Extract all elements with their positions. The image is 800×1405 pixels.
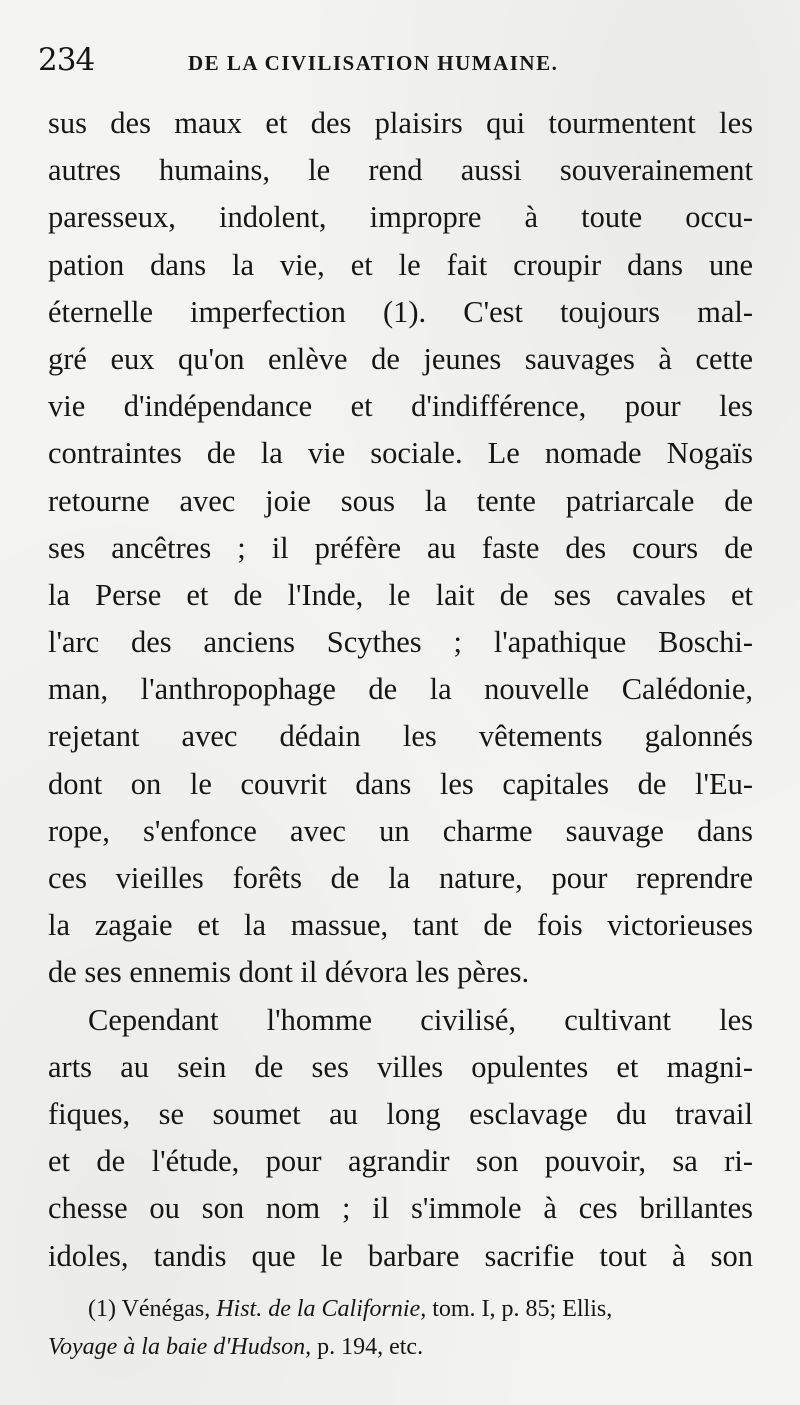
footnote xyxy=(48,1290,766,1366)
paragraph-1 xyxy=(48,100,753,997)
text-line: chesse ou son nom ; il s'immole à ces brillantes xyxy=(48,1191,753,1226)
text-line: paresseux, indolent, impropre à toute occu- xyxy=(48,200,753,235)
text-line: retourne avec joie sous la tente patriarcale de xyxy=(48,483,753,518)
text-line: Cependant l'homme civilisé, cultivant les xyxy=(88,1002,753,1037)
text-line: et de l'étude, pour agrandir son pouvoir, sa ri- xyxy=(48,1144,753,1179)
footnote-title: Voyage à la baie d'Hudson, xyxy=(48,1334,312,1360)
text-line: rejetant avec dédain les vêtements galonnés xyxy=(48,719,753,754)
footnote-line xyxy=(48,1290,766,1328)
text-line: fiques, se soumet au long esclavage du travail xyxy=(48,1096,753,1131)
text-line: idoles, tandis que le barbare sacrifie tout à son xyxy=(48,1238,753,1273)
text-line: gré eux qu'on enlève de jeunes sauvages à cette xyxy=(48,341,753,376)
text-line: ses ancêtres ; il préfère au faste des cours de xyxy=(48,530,753,565)
page-header xyxy=(38,42,758,82)
text-line: rope, s'enfonce avec un charme sauvage dans xyxy=(48,813,753,848)
text-line: man, l'anthropophage de la nouvelle Calédonie, xyxy=(48,672,753,707)
running-title: DE LA CIVILISATION HUMAINE. xyxy=(188,51,559,75)
text-line: pation dans la vie, et le fait croupir dans une xyxy=(48,247,753,282)
text-line: vie d'indépendance et d'indifférence, pour les xyxy=(48,389,753,424)
footnote-marker: (1) xyxy=(88,1296,116,1322)
page-number: 234 xyxy=(38,42,95,78)
text-line: de ses ennemis dont il dévora les pères. xyxy=(48,955,530,990)
text-line: éternelle imperfection (1). C'est toujours mal- xyxy=(48,294,753,329)
text-line: autres humains, le rend aussi souverainement xyxy=(48,153,753,188)
paragraph-2 xyxy=(48,997,753,1280)
footnote-reference: p. 194, etc. xyxy=(317,1334,424,1360)
body-text xyxy=(48,100,753,1280)
footnote-title: Hist. de la Californie, xyxy=(216,1296,427,1322)
text-line: sus des maux et des plaisirs qui tourmentent les xyxy=(48,106,753,140)
text-line: dont on le couvrit dans les capitales de l'Eu- xyxy=(48,766,753,801)
text-line: la zagaie et la massue, tant de fois victorieuses xyxy=(48,908,753,943)
footnote-line xyxy=(48,1328,766,1366)
text-line: arts au sein de ses villes opulentes et magni- xyxy=(48,1049,753,1084)
footnote-reference: tom. I, p. 85; Ellis, xyxy=(432,1296,613,1322)
text-line: la Perse et de l'Inde, le lait de ses cavales et xyxy=(48,577,753,612)
text-line: contraintes de la vie sociale. Le nomade Nogaïs xyxy=(48,436,753,471)
text-line: ces vieilles forêts de la nature, pour reprendre xyxy=(48,861,753,895)
text-line: l'arc des anciens Scythes ; l'apathique Boschi- xyxy=(48,625,753,660)
footnote-author: Vénégas, xyxy=(121,1296,211,1322)
